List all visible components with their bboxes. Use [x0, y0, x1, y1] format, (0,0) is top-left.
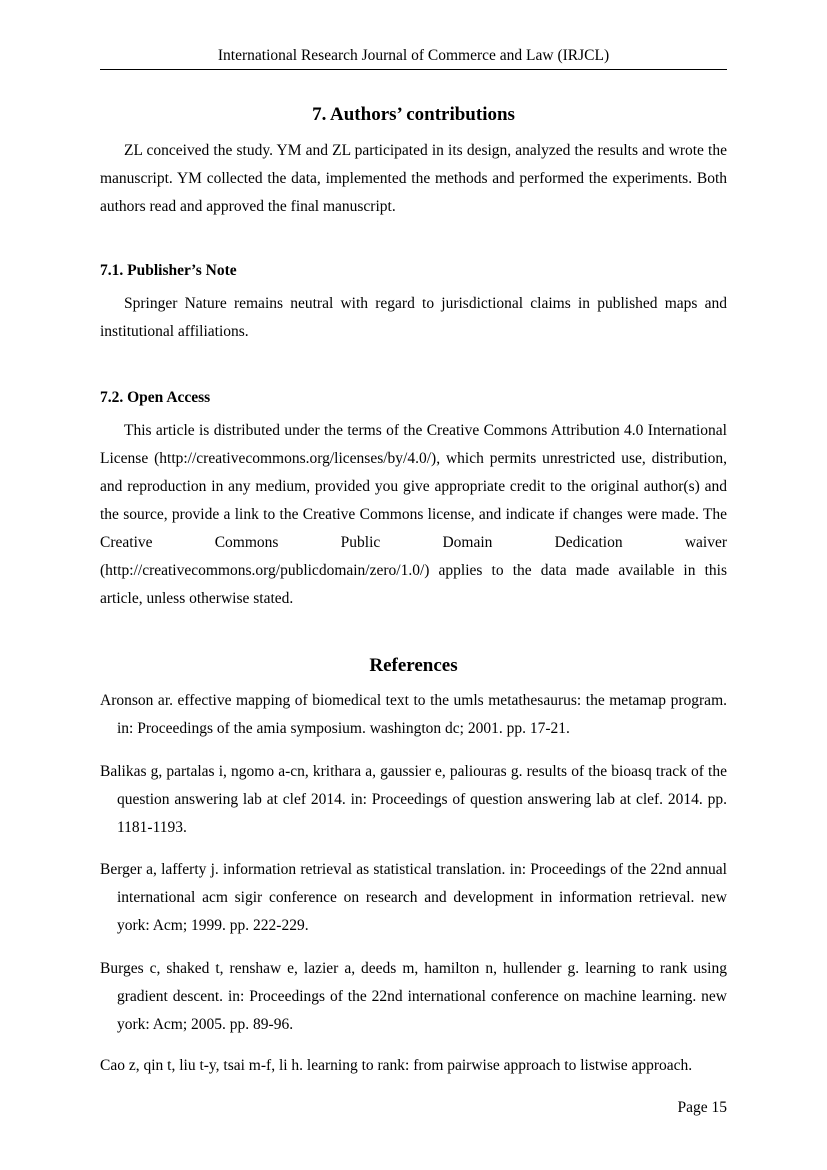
running-header: International Research Journal of Commerce and Law (IRJCL) — [217, 47, 610, 64]
open-access-paragraph: This article is distributed under the terms of the Creative Commons Attribution 4.0 International License (http://creativecommons.org/licenses/by/4.0/), which permits unrestricted use, distribution, and reproduction in any medium, provided you give appropriate credit to the original author(s) and the source, provide a link to the Creative Commons license, and indicate if changes were made. The Creative Commons Public Domain Dedication waiver (http://creativecommons.org/publicdomain/zero/1.0/) applies to the data made available in this article, unless otherwise stated. — [100, 422, 727, 607]
publishers-note-paragraph: Springer Nature remains neutral with regard to jurisdictional claims in published maps and institutional affiliations. — [100, 295, 727, 340]
header-rule — [100, 69, 727, 70]
subsection-title-publishers-note: 7.1. Publisher’s Note — [100, 262, 237, 279]
page-number: Page 15 — [677, 1099, 727, 1116]
reference-item: Aronson ar. effective mapping of biomedical text to the umls metathesaurus: the metamap program. in: Proceedings of the amia symposium. washington dc; 2001. pp. 17-21. — [100, 692, 727, 737]
reference-item: Cao z, qin t, liu t-y, tsai m-f, li h. learning to rank: from pairwise approach to listwise approach. — [100, 1057, 693, 1074]
contributions-paragraph: ZL conceived the study. YM and ZL participated in its design, analyzed the results and wrote the manuscript. YM collected the data, implemented the methods and performed the experiments. Both authors read and approved the final manuscript. — [100, 142, 727, 215]
reference-item: Balikas g, partalas i, ngomo a-cn, krithara a, gaussier e, paliouras g. results of the bioasq track of the question answering lab at clef 2014. in: Proceedings of question answering lab at clef. 2014. pp. 1181-1193. — [100, 763, 727, 836]
reference-item: Burges c, shaked t, renshaw e, lazier a, deeds m, hamilton n, hullender g. learning to rank using gradient descent. in: Proceedings of the 22nd international conference on machine learning. new york: Acm; 2005. pp. 89-96. — [100, 960, 727, 1033]
subsection-title-open-access: 7.2. Open Access — [100, 389, 211, 406]
reference-item: Berger a, lafferty j. information retrieval as statistical translation. in: Proceedings of the 22nd annual international acm sigir conference on research and development in information retrieval. new york: Acm; 1999. pp. 222-229. — [100, 861, 727, 934]
section-title-contributions: 7. Authors’ contributions — [312, 104, 515, 125]
references-title: References — [369, 655, 458, 676]
